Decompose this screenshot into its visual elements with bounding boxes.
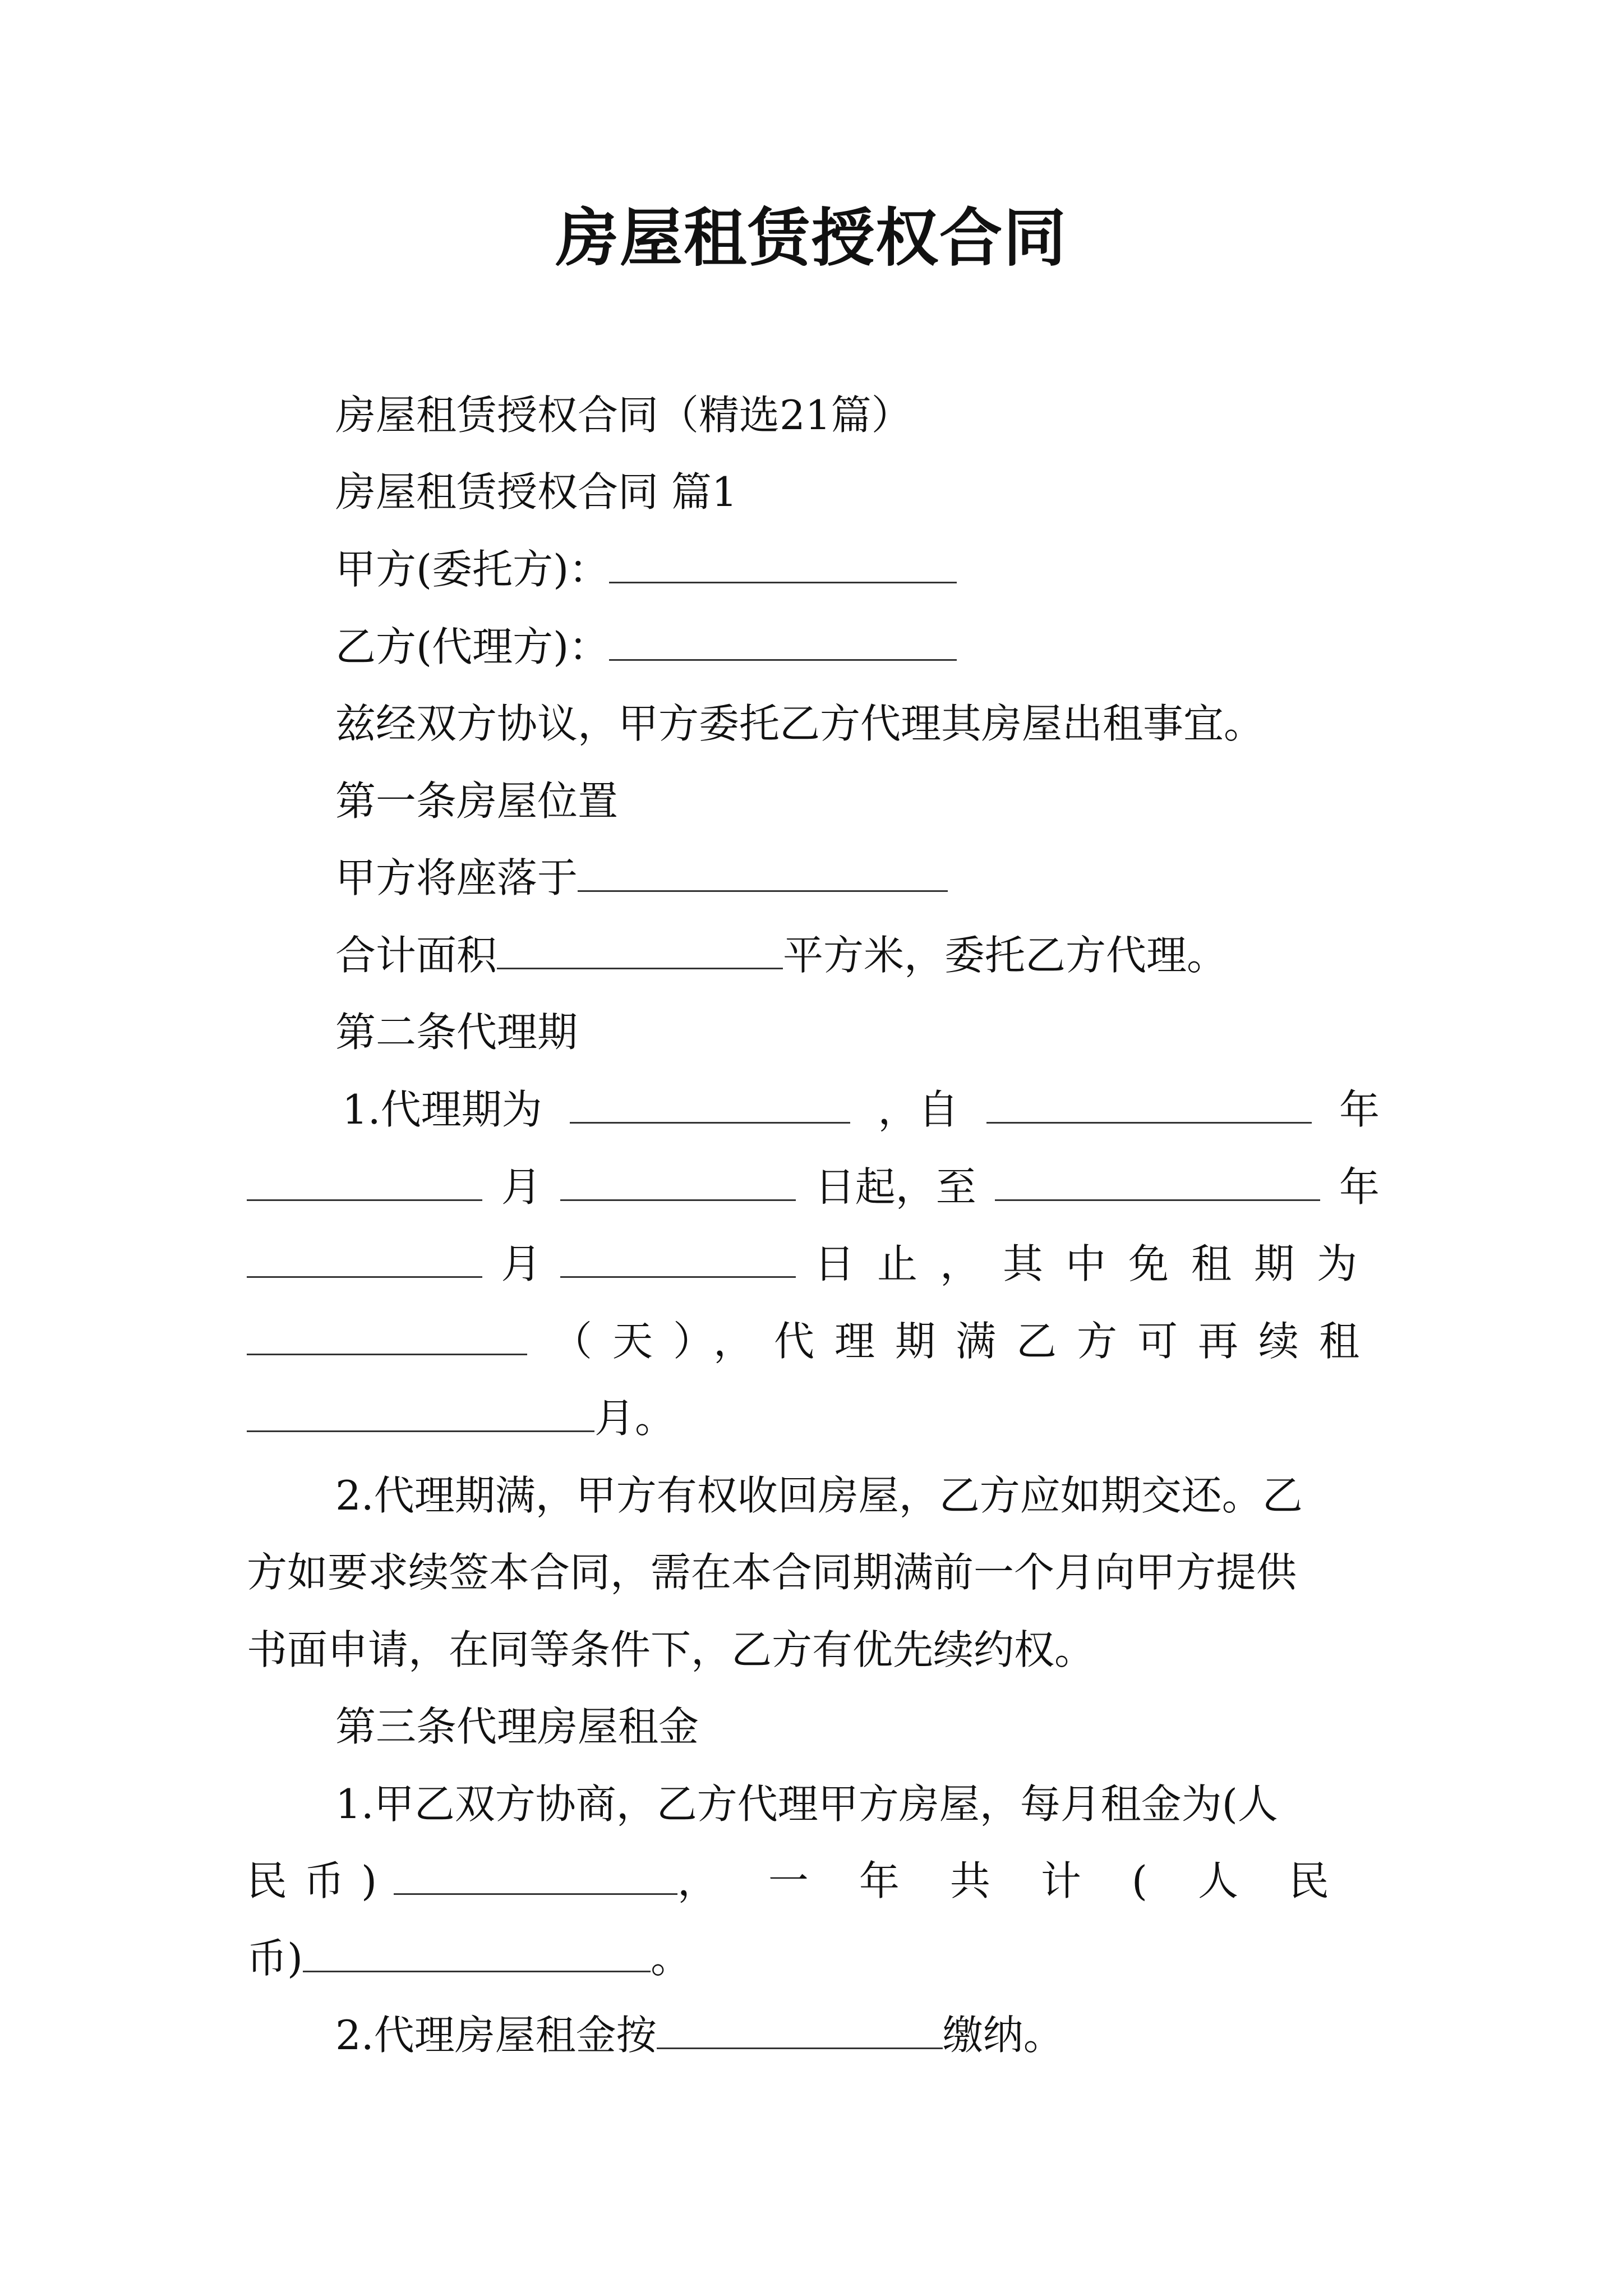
art2-p1-line5 bbox=[247, 1390, 675, 1446]
year-label: 年 bbox=[1339, 1086, 1380, 1133]
free-days-blank bbox=[247, 1319, 527, 1355]
party-a-label: 甲方(委托方)： bbox=[335, 546, 610, 593]
until-label: 日起，至 bbox=[814, 1163, 976, 1211]
location-blank bbox=[578, 855, 948, 892]
renew-months-blank bbox=[247, 1396, 594, 1432]
article-2-title: 第二条代理期 bbox=[335, 1009, 578, 1056]
monthly-rent-blank bbox=[394, 1858, 677, 1895]
party-a-line bbox=[335, 541, 957, 597]
part-heading: 房屋租赁授权合同 篇1 bbox=[335, 468, 737, 516]
art2-p1-line1 bbox=[247, 1082, 1380, 1138]
start-month-blank bbox=[247, 1165, 482, 1201]
art2-p2-line1: 2.代理期满，甲方有权收回房屋，乙方应如期交还。乙 bbox=[335, 1472, 1303, 1519]
from-label: ，自 bbox=[878, 1086, 959, 1133]
rmb-label-2: 币) bbox=[247, 1935, 303, 1982]
end-year-blank bbox=[995, 1165, 1320, 1201]
art2-p1-line3 bbox=[247, 1236, 1380, 1292]
location-label: 甲方将座落于 bbox=[335, 854, 578, 901]
intro-text: 兹经双方协议，甲方委托乙方代理其房屋出租事宜。 bbox=[335, 700, 1265, 747]
area-line bbox=[335, 927, 1227, 983]
month-label: 月 bbox=[501, 1163, 542, 1211]
party-a-blank bbox=[609, 547, 957, 583]
yearly-total-label: ，一年共计(人民 bbox=[677, 1857, 1380, 1904]
term-blank bbox=[570, 1087, 850, 1124]
term-label: 1.代理期为 bbox=[342, 1086, 542, 1133]
document-title: 房屋租赁授权合同 bbox=[556, 201, 1067, 275]
area-suffix: 平方米，委托乙方代理。 bbox=[783, 932, 1228, 979]
year-label-2: 年 bbox=[1339, 1163, 1380, 1211]
art2-p1-line2 bbox=[247, 1159, 1380, 1215]
art3-p1-line1: 1.甲乙双方协商，乙方代理甲方房屋，每月租金为(人 bbox=[335, 1780, 1278, 1828]
article-3-title: 第三条代理房屋租金 bbox=[335, 1703, 699, 1750]
art3-p1-line3 bbox=[247, 1930, 691, 1986]
art3-p1-line2 bbox=[247, 1853, 1380, 1909]
month-label-2: 月 bbox=[501, 1240, 542, 1287]
area-blank bbox=[497, 933, 783, 969]
renew-label: （天），代理期满乙方可再续租 bbox=[551, 1318, 1380, 1365]
period-mark: 。 bbox=[651, 1935, 691, 1982]
art2-p1-line4 bbox=[247, 1313, 1380, 1369]
article-1-title: 第一条房屋位置 bbox=[335, 777, 619, 825]
months-label: 月。 bbox=[594, 1395, 676, 1442]
art2-p2-line3: 书面申请，在同等条件下，乙方有优先续约权。 bbox=[247, 1626, 1095, 1673]
party-b-line bbox=[335, 619, 957, 675]
party-b-label: 乙方(代理方)： bbox=[335, 623, 610, 670]
location-line bbox=[335, 850, 948, 906]
free-period-label: 日止，其中免租期为 bbox=[814, 1240, 1380, 1287]
payment-suffix: 缴纳。 bbox=[942, 2012, 1064, 2059]
start-year-blank bbox=[986, 1087, 1312, 1124]
yearly-rent-blank bbox=[303, 1936, 651, 1972]
party-b-blank bbox=[609, 624, 957, 661]
rmb-label: 民币) bbox=[247, 1857, 394, 1904]
payment-label: 2.代理房屋租金按 bbox=[335, 2012, 657, 2059]
payment-method-blank bbox=[657, 2013, 943, 2049]
start-day-blank bbox=[560, 1165, 796, 1201]
art3-p2-line bbox=[335, 2007, 1064, 2063]
area-label: 合计面积 bbox=[335, 932, 497, 979]
end-day-blank bbox=[560, 1241, 796, 1278]
end-month-blank bbox=[247, 1241, 482, 1278]
art2-p2-line2: 方如要求续签本合同，需在本合同期满前一个月向甲方提供 bbox=[247, 1549, 1297, 1596]
subtitle: 房屋租赁授权合同（精选21篇） bbox=[335, 392, 912, 439]
